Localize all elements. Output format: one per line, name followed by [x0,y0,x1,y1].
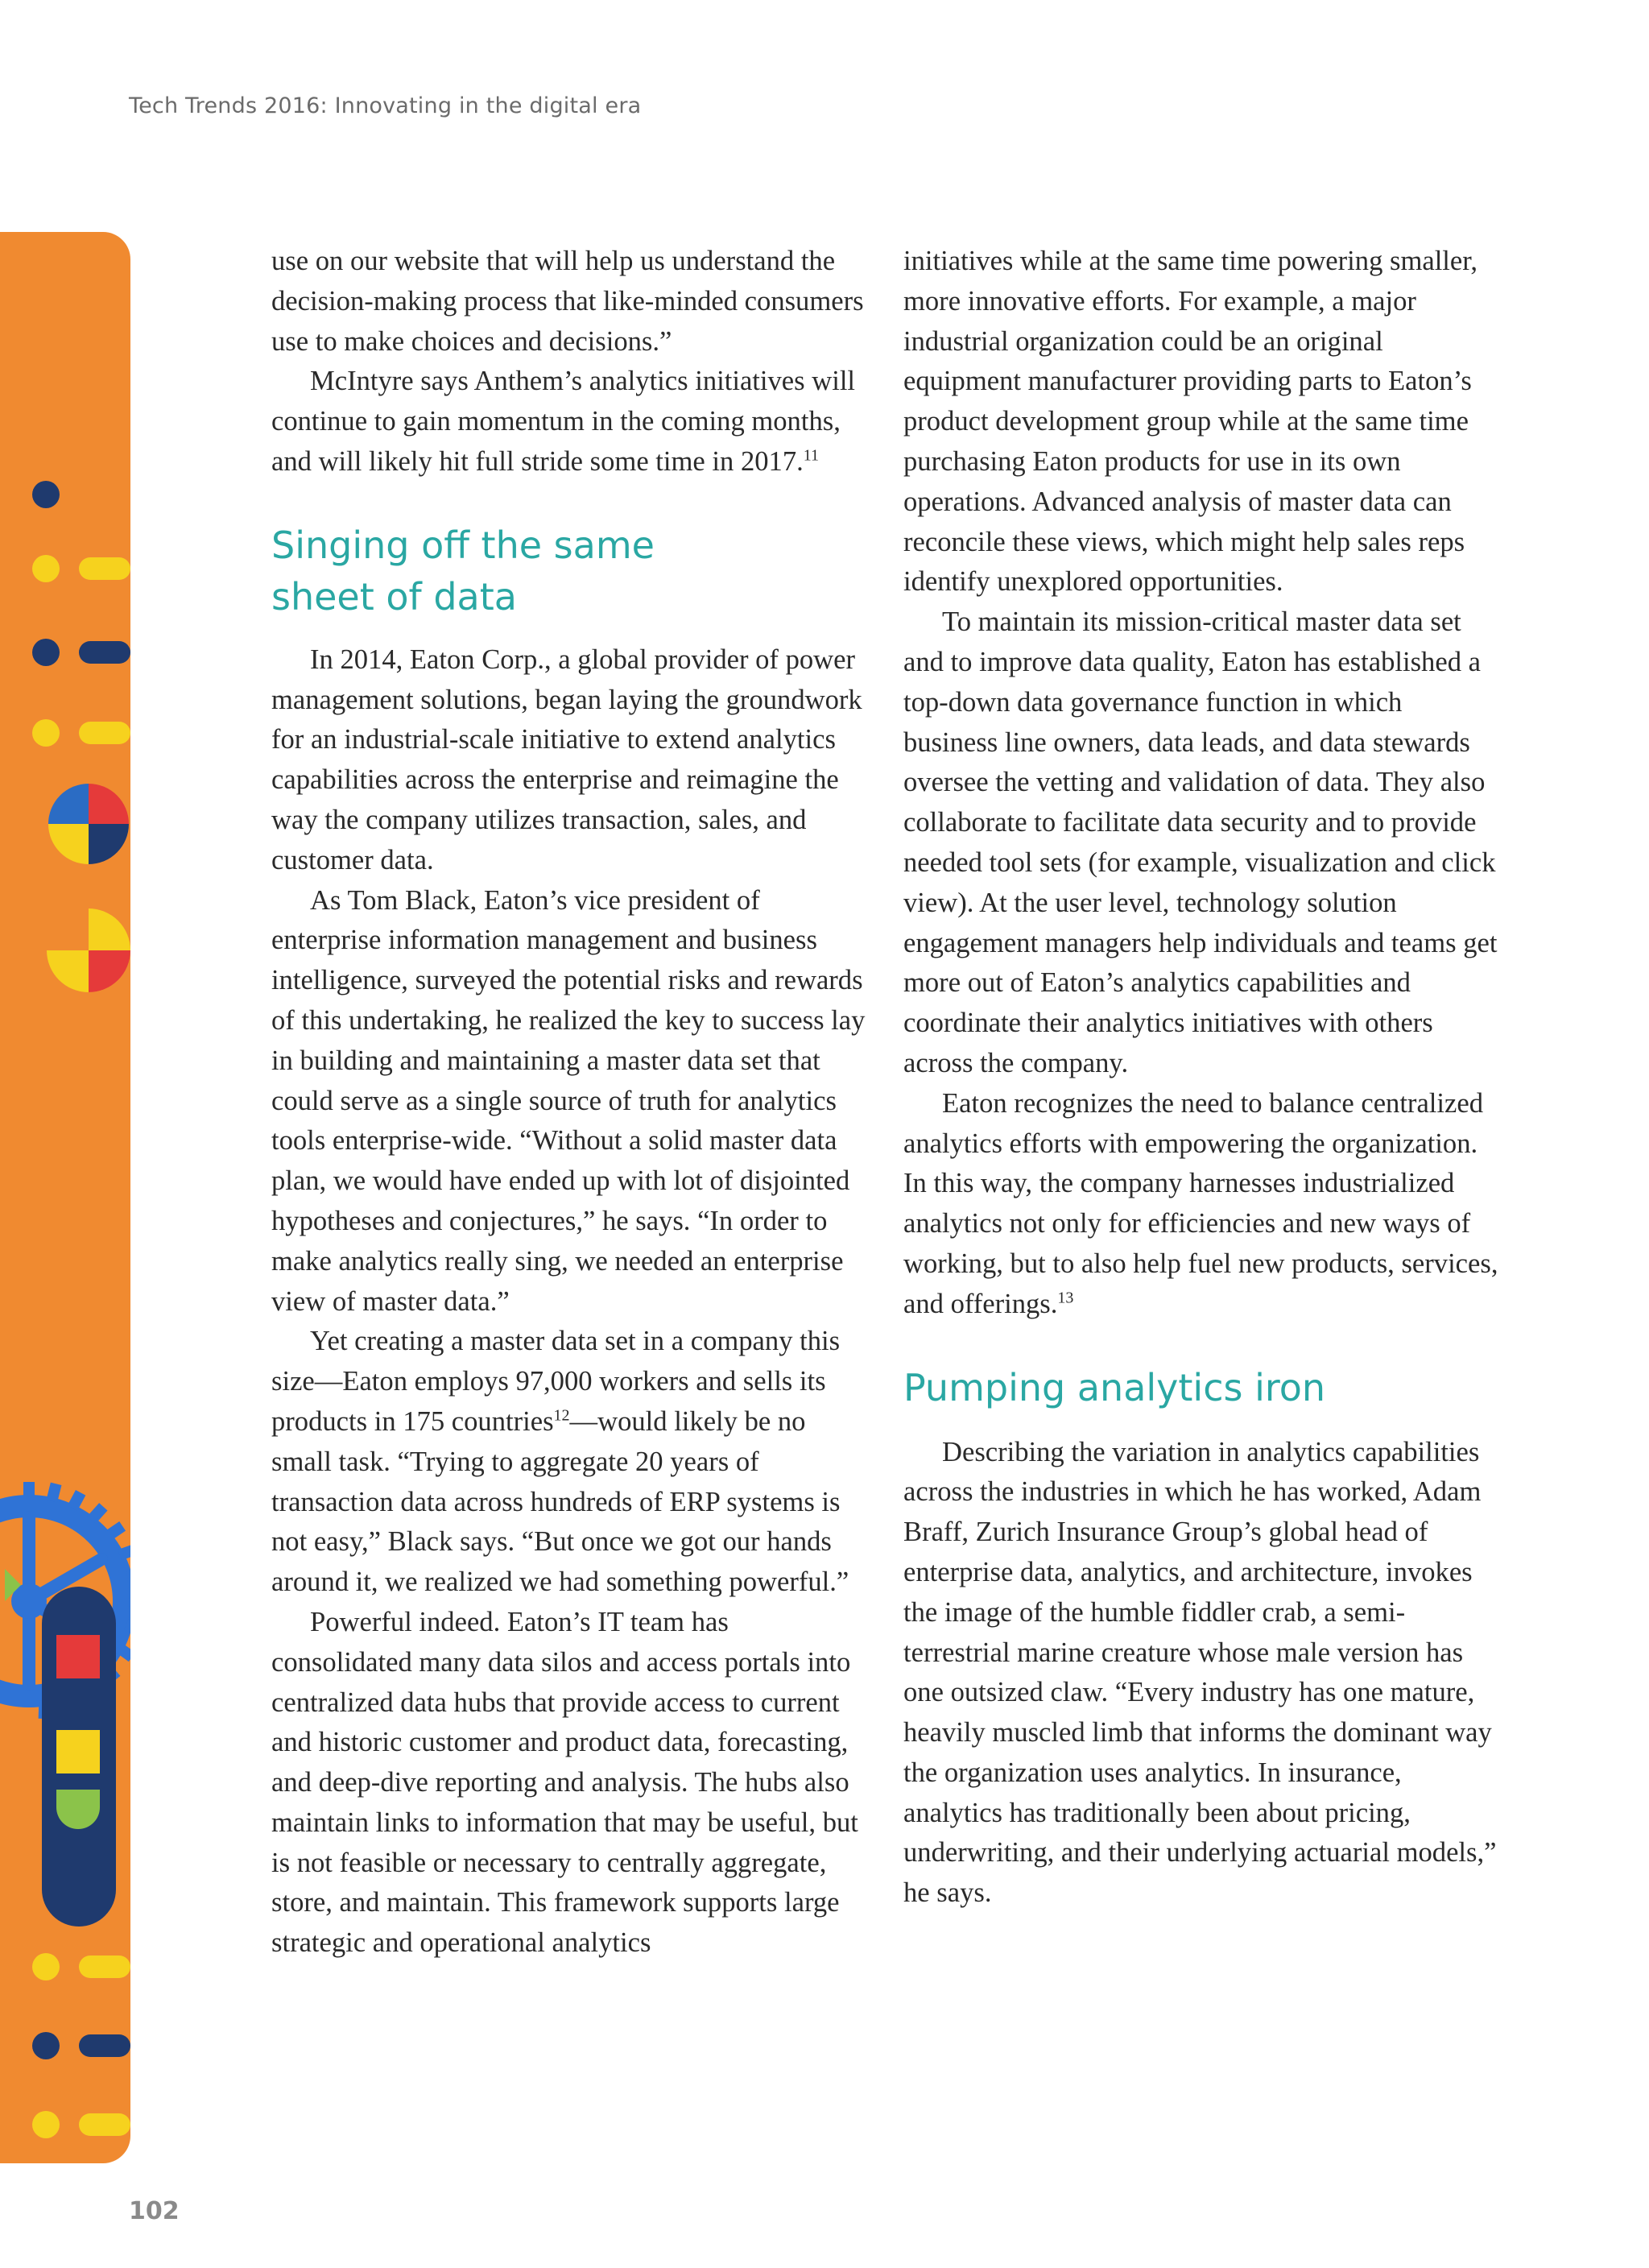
paragraph: initiatives while at the same time powering smaller, more innovative efforts. For example, a major industrial organization could be an original equipment manufacturer providing parts to Eaton’s product development group while at the same time purchasing Eaton products for use in its own operations. Advanced analysis of master data can reconcile these views, which might help sales reps identify unexplored opportunities. [903,246,1478,598]
paragraph: Powerful indeed. Eaton’s IT team has consolidated many data silos and access portals into centralized data hubs that provide access to current and historic customer and product data, forecasting, and deep-dive reporting and analysis. The hubs also maintain links to information that may be useful, but is not feasible or necessary to centrally aggregate, store, and maintain. This framework supports large strategic and operational analytics [271,1606,858,1959]
right-column [903,242,1499,1914]
footnote-ref: 12 [553,1406,570,1425]
decorative-strip [0,232,130,2163]
section-heading: Pumping analytics iron [903,1365,1326,1409]
page-number: 102 [129,2197,180,2225]
paragraph: Describing the variation in analytics capabilities across the industries in which he has worked, Adam Braff, Zurich Insurance Group’s global head of enterprise data, analytics, and architecture, invokes the image of the humble fiddler crab, a semi-terrestrial marine creature whose male version has one outsized claw. “Every industry has one mature, heavily muscled limb that informs the dominant way the organization uses analytics. In insurance, analytics has traditionally been about pricing, underwriting, and their underlying actuarial models,” he says. [903,1436,1497,1909]
paragraph: Eaton recognizes the need to balance centralized analytics efforts with empowering the organization. In this way, the company harnesses industrialized analytics not only for efficiencies and new ways of working, but to also help fuel new products, services, and offerings.$^{13}$ [903,1087,1498,1319]
running-head: Tech Trends 2016: Innovating in the digital era [129,93,642,118]
footnote-ref: 11 [803,446,820,465]
decorative-illustration [0,232,130,2163]
paragraph: use on our website that will help us understand the decision-making process that like-minded consumers use to make choices and decisions.” [271,246,864,357]
paragraph: Yet creating a master data set in a company this size—Eaton employs 97,000 workers and sells its products in 175 countries$^{12}$—would likely be no small task. “Trying to aggregate 20 years of transaction data across hundreds of ERP systems is not easy,” Black says. “But once we got our hands around it, we realized we had something powerful.” [271,1326,849,1598]
paragraph: McIntyre says Anthem’s analytics initiatives will continue to gain momentum in the coming months, and will likely hit full stride some time in 2017.11 [271,366,856,477]
paragraph: To maintain its mission-critical master data set and to improve data quality, Eaton has established a top-down data governance function in which business line owners, data leads, and data stewards oversee the vetting and validation of data. They also collaborate to facilitate data security and to provide needed tool sets (for example, visualization and click view). At the user level, technology solution engagement managers help individuals and teams get more out of Eaton’s analytics capabilities and coordinate their analytics initiatives with others across the company. [903,606,1498,1078]
paragraph: In 2014, Eaton Corp., a global provider of power management solutions, began laying the groundwork for an industrial-scale initiative to extend analytics capabilities across the enterprise and reimagine the way the company utilizes transaction, sales, and customer data. [271,644,862,875]
section-heading: Singing off the same sheet of data [271,523,655,619]
paragraph: As Tom Black, Eaton’s vice president of enterprise information management and business intelligence, surveyed the potential risks and rewards of this undertaking, he realized the key to success lay in building and maintaining a master data set that could serve as a single source of truth for analytics tools enterprise-wide. “Without a solid master data plan, we would have ended up with lot of disjointed hypotheses and conjectures,” he says. “In order to make analytics really sing, we needed an enterprise view of master data.” [271,884,866,1317]
footnote-ref: 13 [1057,1289,1074,1307]
left-column [271,242,867,1964]
